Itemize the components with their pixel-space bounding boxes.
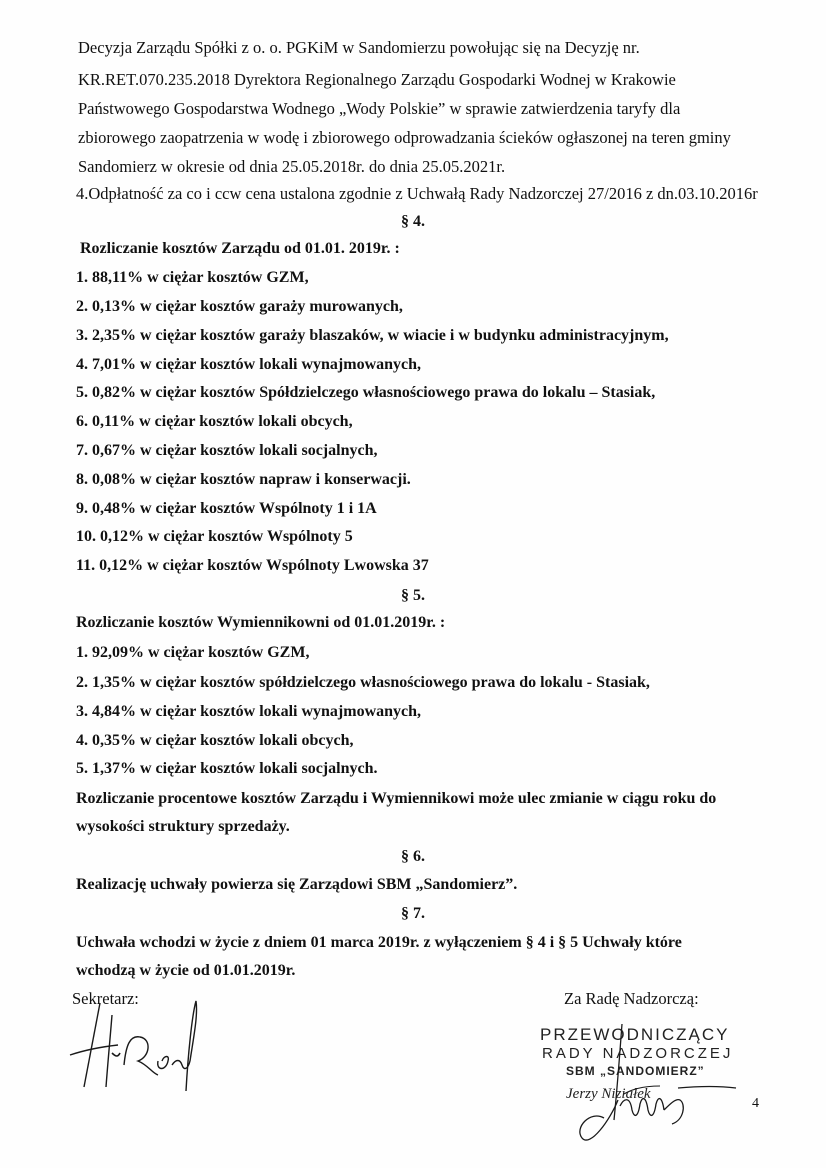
board-label: Za Radę Nadzorczą:	[564, 989, 699, 1008]
intro-line-5: Sandomierz w okresie od dnia 25.05.2018r. do dnia 25.05.2021r.	[78, 157, 506, 176]
chairman-signature	[560, 1020, 750, 1160]
section-4-item: 11. 0,12% w ciężar kosztów Wspólnoty Lwowska 37	[76, 557, 429, 574]
intro-line-3: Państwowego Gospodarstwa Wodnego „Wody Polskie” w sprawie zatwierdzenia taryfy dla	[78, 99, 681, 118]
section-5-item: 5. 1,37% w ciężar kosztów lokali socjalnych.	[76, 760, 378, 777]
intro-line-1: Decyzja Zarządu Spółki z o. o. PGKiM w Sandomierzu powołując się na Decyzję nr.	[78, 38, 640, 57]
section-5-item: 1. 92,09% w ciężar kosztów GZM,	[76, 644, 310, 661]
section-5-item: 2. 1,35% w ciężar kosztów spółdzielczego własnościowego prawa do lokalu - Stasiak,	[76, 674, 650, 691]
section-5-note-line-1: Rozliczanie procentowe kosztów Zarządu i Wymiennikowi może ulec zmianie w ciągu roku do	[76, 790, 717, 807]
section-4-item: 1. 88,11% w ciężar kosztów GZM,	[76, 269, 309, 286]
section-4-item: 9. 0,48% w ciężar kosztów Wspólnoty 1 i 1A	[76, 500, 377, 517]
section-7-line-2: wchodzą w życie od 01.01.2019r.	[76, 962, 296, 979]
stamp-name: Jerzy Niziałek	[566, 1086, 651, 1102]
section-6-text: Realizację uchwały powierza się Zarządowi SBM „Sandomierz”.	[76, 876, 518, 893]
section-4-item: 5. 0,82% w ciężar kosztów Spółdzielczego własnościowego prawa do lokalu – Stasiak,	[76, 384, 656, 401]
section-7-line-1: Uchwała wchodzi w życie z dniem 01 marca 2019r. z wyłączeniem § 4 i § 5 Uchwały które	[76, 934, 682, 951]
section-4-item: 7. 0,67% w ciężar kosztów lokali socjalnych,	[76, 442, 378, 459]
section-4-item: 6. 0,11% w ciężar kosztów lokali obcych,	[76, 413, 353, 430]
stamp-line-3: SBM „SANDOMIERZ”	[566, 1064, 705, 1078]
section-4-item: 2. 0,13% w ciężar kosztów garaży murowanych,	[76, 298, 403, 315]
section-4-title: Rozliczanie kosztów Zarządu od 01.01. 2019r. :	[80, 240, 400, 257]
intro-line-2: KR.RET.070.235.2018 Dyrektora Regionalnego Zarządu Gospodarki Wodnej w Krakowie	[78, 70, 676, 89]
section-5-item: 3. 4,84% w ciężar kosztów lokali wynajmowanych,	[76, 703, 422, 720]
section-5-note-line-2: wysokości struktury sprzedaży.	[76, 818, 290, 835]
intro-line-4: zbiorowego zaopatrzenia w wodę i zbiorowego odprowadzania ścieków ogłaszonej na teren gminy	[78, 128, 731, 147]
intro-line-6: 4.Odpłatność za co i ccw cena ustalona zgodnie z Uchwałą Rady Nadzorczej 27/2016 z dn.03.10.2016r	[76, 184, 758, 203]
section-7-heading: § 7.	[401, 905, 425, 922]
secretary-label: Sekretarz:	[72, 989, 139, 1008]
secretary-signature	[60, 995, 220, 1095]
section-4-item: 3. 2,35% w ciężar kosztów garaży blaszaków, w wiacie i w budynku administracyjnym,	[76, 327, 669, 344]
stamp-line-1: PRZEWODNICZĄCY	[540, 1025, 730, 1044]
section-4-heading: § 4.	[401, 213, 425, 230]
section-4-item: 8. 0,08% w ciężar kosztów napraw i konserwacji.	[76, 471, 411, 488]
page-number: 4	[752, 1096, 759, 1111]
stamp-line-2: RADY NADZORCZEJ	[542, 1045, 734, 1062]
section-4-item: 4. 7,01% w ciężar kosztów lokali wynajmowanych,	[76, 356, 422, 373]
section-5-item: 4. 0,35% w ciężar kosztów lokali obcych,	[76, 732, 354, 749]
section-4-item: 10. 0,12% w ciężar kosztów Wspólnoty 5	[76, 528, 353, 545]
section-5-title: Rozliczanie kosztów Wymiennikowni od 01.01.2019r. :	[76, 614, 446, 631]
section-6-heading: § 6.	[401, 848, 425, 865]
section-5-heading: § 5.	[401, 587, 425, 604]
